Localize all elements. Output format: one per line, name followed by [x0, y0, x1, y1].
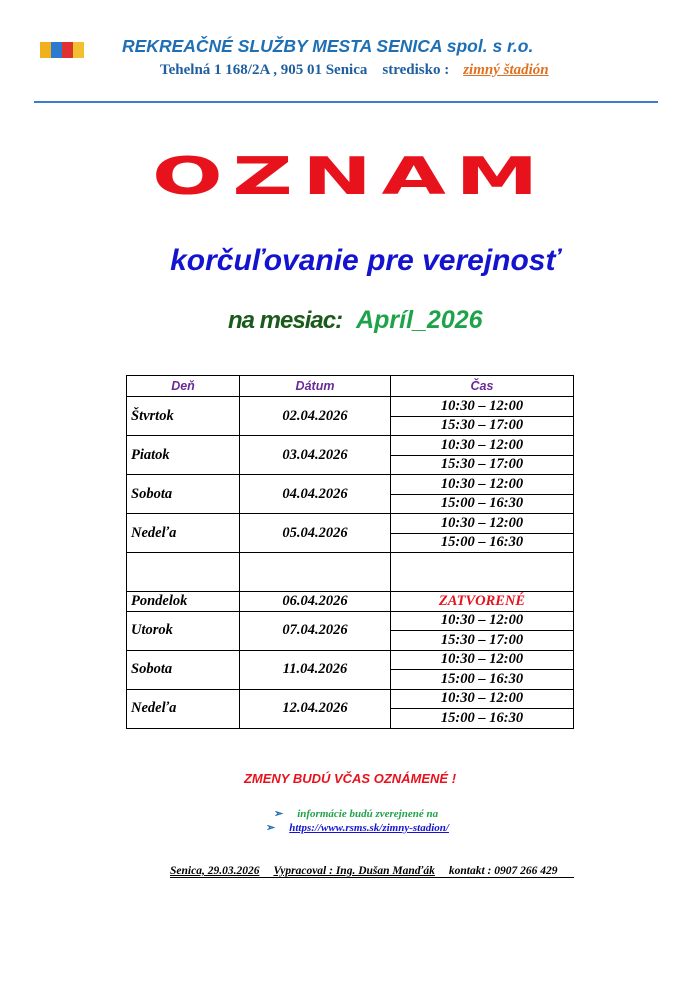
- table-row: [127, 689, 574, 709]
- header-day: Deň: [127, 376, 240, 397]
- table-row: [127, 611, 574, 631]
- table-row: [127, 436, 574, 456]
- time-cell: 15:30 – 17:00: [391, 455, 574, 475]
- empty-row: [127, 553, 574, 592]
- time-cell: 10:30 – 12:00: [391, 397, 574, 417]
- day-cell: Štvrtok: [127, 397, 240, 436]
- day-cell: Sobota: [127, 475, 240, 514]
- date-cell: 12.04.2026: [240, 689, 391, 728]
- time-cell: 15:00 – 16:30: [391, 709, 574, 729]
- month-value: Apríl_2026: [356, 306, 483, 334]
- website-link[interactable]: https://www.rsms.sk/zimny-stadion/: [289, 822, 449, 834]
- time-cell: 15:00 – 16:30: [391, 670, 574, 690]
- center-label: stredisko :: [382, 62, 450, 78]
- footer: [170, 865, 574, 878]
- time-cell: 15:30 – 17:00: [391, 416, 574, 436]
- url-item: [266, 821, 449, 834]
- month-line: [228, 306, 483, 335]
- table-row: [127, 650, 574, 670]
- day-cell: Nedeľa: [127, 514, 240, 553]
- footer-contact: kontakt : 0907 266 429: [448, 865, 558, 877]
- date-cell: 04.04.2026: [240, 475, 391, 514]
- day-cell: Nedeľa: [127, 689, 240, 728]
- time-cell: 15:30 – 17:00: [391, 631, 574, 651]
- footer-prepared-by: Vypracoval : Ing. Dušan Manďák: [273, 865, 435, 877]
- date-cell: 05.04.2026: [240, 514, 391, 553]
- table-row: [127, 397, 574, 417]
- day-cell: Piatok: [127, 436, 240, 475]
- table-row: [127, 592, 574, 612]
- company-name: REKREAČNÉ SLUŽBY MESTA SENICA spol. s r.o.: [122, 36, 534, 56]
- closed-cell: ZATVORENÉ: [391, 592, 574, 612]
- date-cell: 02.04.2026: [240, 397, 391, 436]
- table-row: [127, 514, 574, 534]
- time-cell: 10:30 – 12:00: [391, 475, 574, 495]
- day-cell: Utorok: [127, 611, 240, 650]
- header-divider: [34, 101, 658, 103]
- date-cell: 03.04.2026: [240, 436, 391, 475]
- header-time: Čas: [391, 376, 574, 397]
- notice-subtitle: korčuľovanie pre verejnosť: [170, 244, 560, 277]
- address-text: Tehelná 1 168/2A , 905 01 Senica: [160, 62, 368, 78]
- date-cell: 11.04.2026: [240, 650, 391, 689]
- footer-date: Senica, 29.03.2026: [170, 865, 260, 877]
- notice-title: OZNAM: [152, 147, 548, 207]
- date-cell: 07.04.2026: [240, 611, 391, 650]
- arrow-bullet-icon: ➢: [266, 822, 276, 834]
- time-cell: 10:30 – 12:00: [391, 650, 574, 670]
- day-cell: Pondelok: [127, 592, 240, 612]
- header-date: Dátum: [240, 376, 391, 397]
- info-item: [274, 807, 438, 820]
- month-label: na mesiac:: [228, 307, 343, 334]
- table-row: [127, 475, 574, 495]
- arrow-bullet-icon: ➢: [274, 808, 284, 820]
- company-address: [160, 62, 549, 79]
- schedule-table: [126, 375, 574, 729]
- company-logo: [38, 40, 86, 72]
- time-cell: 10:30 – 12:00: [391, 436, 574, 456]
- day-cell: Sobota: [127, 650, 240, 689]
- time-cell: 10:30 – 12:00: [391, 514, 574, 534]
- time-cell: 15:00 – 16:30: [391, 494, 574, 514]
- date-cell: 06.04.2026: [240, 592, 391, 612]
- time-cell: 15:00 – 16:30: [391, 533, 574, 553]
- info-text: informácie budú zverejnené na: [297, 808, 439, 820]
- changes-notice: ZMENY BUDÚ VČAS OZNÁMENÉ !: [243, 771, 457, 786]
- center-name: zimný štadión: [463, 62, 549, 78]
- time-cell: 10:30 – 12:00: [391, 611, 574, 631]
- time-cell: 10:30 – 12:00: [391, 689, 574, 709]
